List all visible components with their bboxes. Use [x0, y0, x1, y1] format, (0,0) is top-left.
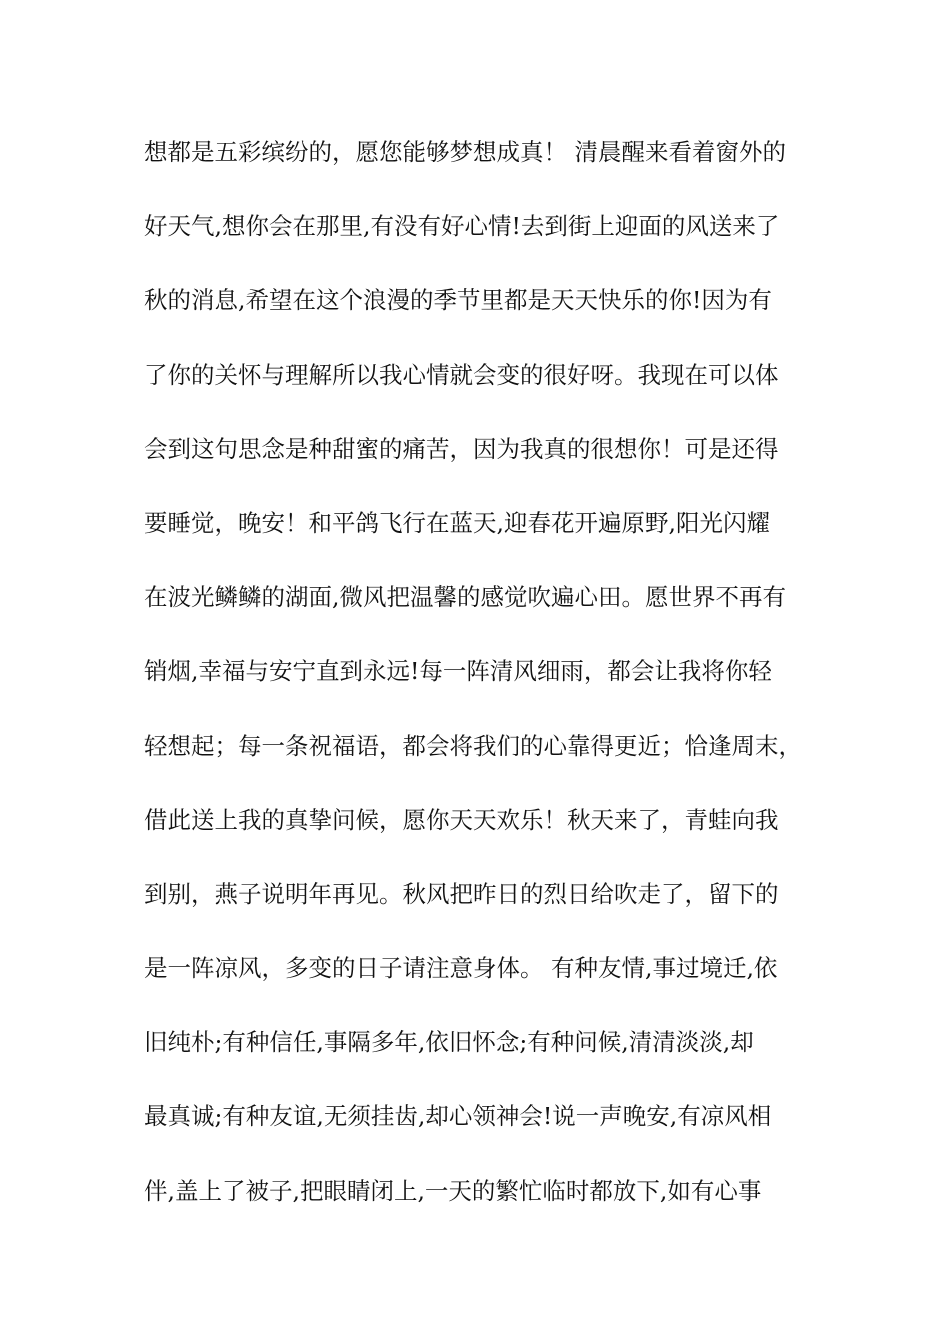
text-line: 伴,盖上了被子,把眼睛闭上,一天的繁忙临时都放下,如有心事: [144, 1176, 762, 1205]
text-line: 销烟,幸福与安宁直到永远!每一阵清风细雨，都会让我将你轻: [144, 657, 772, 686]
body-text: [144, 130, 834, 1243]
text-line: 旧纯朴;有种信任,事隔多年,依旧怀念;有种问候,清清淡淡,却: [144, 1028, 754, 1057]
text-line: 最真诚;有种友谊,无须挂齿,却心领神会!说一声晚安,有凉风相: [144, 1102, 772, 1131]
text-line: 要睡觉，晚安！和平鸽飞行在蓝天,迎春花开遍原野,阳光闪耀: [144, 508, 770, 537]
text-line: 在波光鳞鳞的湖面,微风把温馨的感觉吹遍心田。愿世界不再有: [144, 583, 786, 612]
text-line: 想都是五彩缤纷的，愿您能够梦想成真！ 清晨醒来看着窗外的: [144, 138, 786, 166]
text-line: 是一阵凉风，多变的日子请注意身体。 有种友情,事过境迁,依: [144, 954, 778, 983]
text-line: 会到这句思念是种甜蜜的痛苦，因为我真的很想你！可是还得: [144, 434, 779, 463]
text-line: 到别，燕子说明年再见。秋风把昨日的烈日给吹走了，留下的: [144, 879, 779, 908]
text-line: 秋的消息,希望在这个浪漫的季节里都是天天快乐的你!因为有: [144, 286, 772, 315]
text-line: 好天气,想你会在那里,有没有好心情!去到街上迎面的风送来了: [144, 212, 780, 241]
text-line: 轻想起；每一条祝福语，都会将我们的心靠得更近；恰逢周末，: [144, 731, 802, 760]
text-line: 了你的关怀与理解所以我心情就会变的很好呀。我现在可以体: [144, 360, 779, 389]
text-line: 借此送上我的真挚问候，愿你天天欢乐！秋天来了，青蛙向我: [144, 805, 779, 834]
